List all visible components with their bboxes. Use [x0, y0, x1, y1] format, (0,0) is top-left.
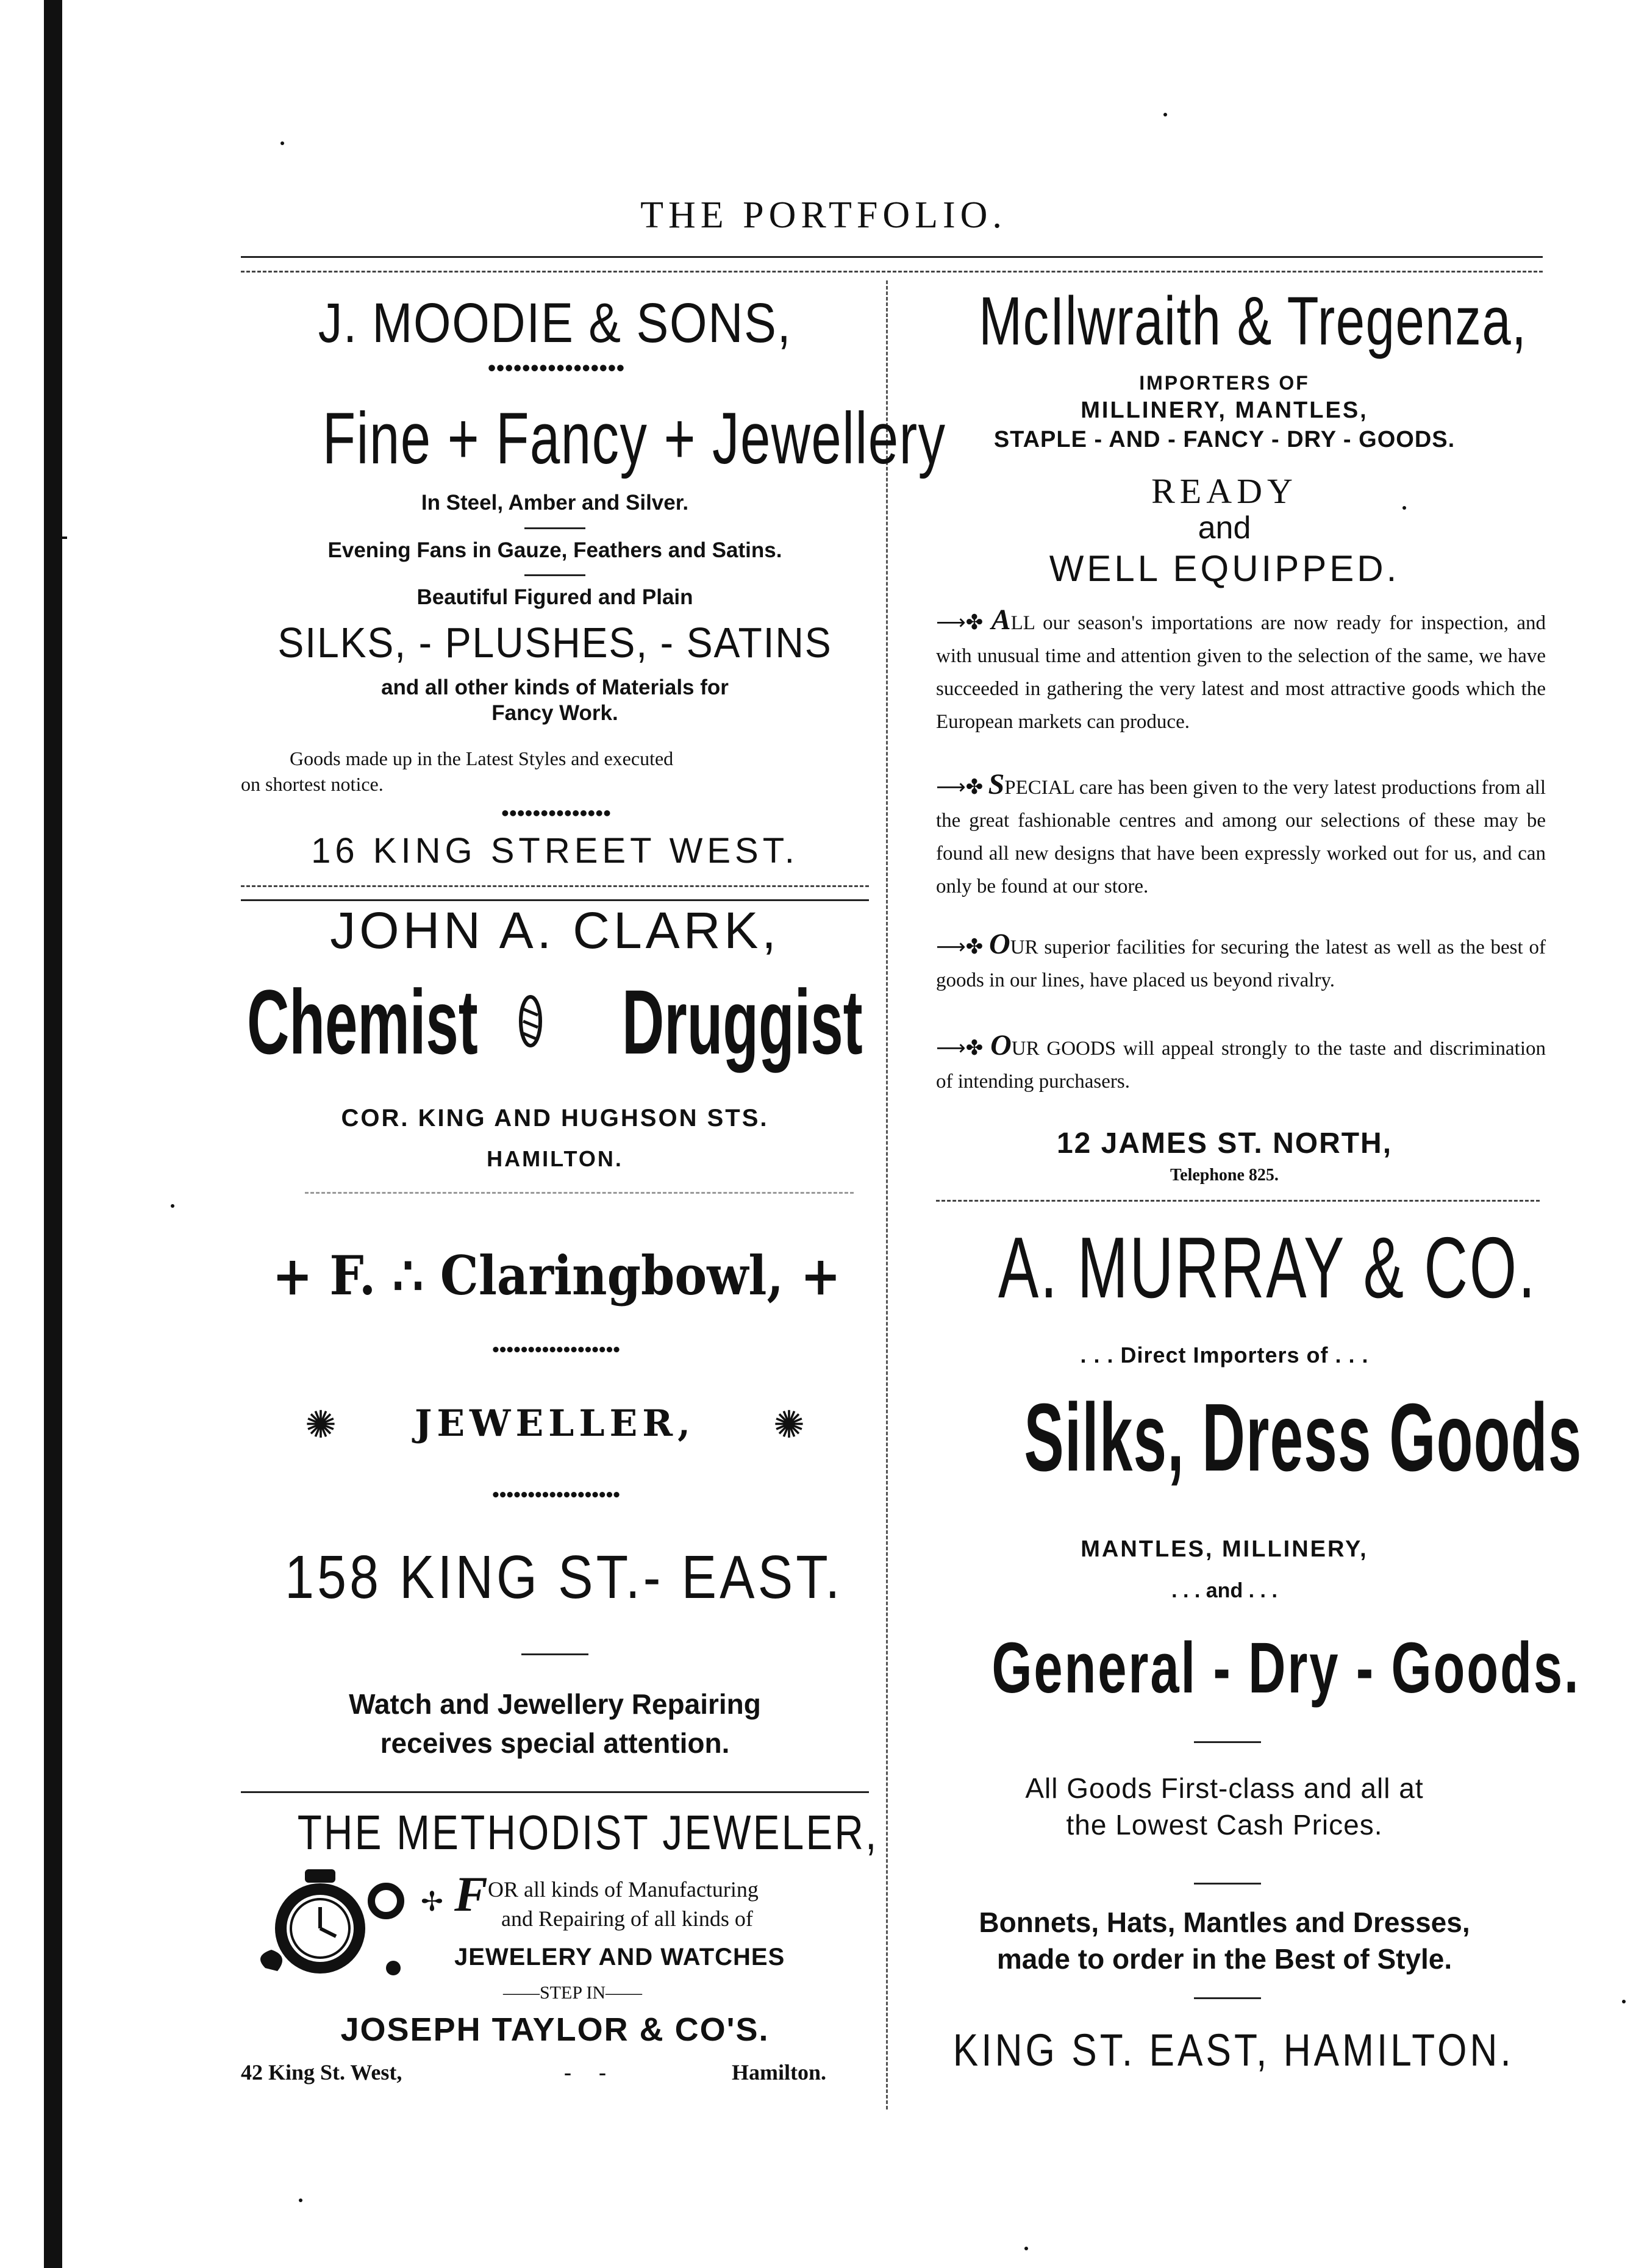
moodie-line5b: on shortest notice. — [241, 773, 384, 795]
claringbowl-dots: •••••••••••••••••• — [491, 1341, 619, 1360]
mcilwraith-imp1: IMPORTERS OF — [1139, 372, 1310, 394]
moodie-line5a: Goods made up in the Latest Styles and executed — [290, 747, 674, 769]
mcilwraith-imp3: STAPLE - AND - FANCY - DRY - GOODS. — [993, 427, 1456, 452]
right-divider-1 — [936, 1200, 1540, 1202]
print-speck — [1163, 113, 1167, 116]
column-divider — [886, 280, 888, 2109]
methodist-step: ——STEP IN—— — [503, 1983, 643, 2003]
methodist-title: THE METHODIST JEWELER, — [297, 1805, 879, 1860]
pointing-hand-icon-1: ⟶✤ — [936, 610, 984, 635]
binding-edge — [44, 0, 62, 2268]
murray-rule2 — [1194, 1883, 1261, 1885]
claringbowl-note2: receives special attention. — [380, 1727, 730, 1759]
claringbowl-address: 158 KING ST.- EAST. — [285, 1543, 843, 1611]
moodie-line4b: Fancy Work. — [491, 701, 618, 725]
moodie-line3: Beautiful Figured and Plain — [416, 585, 693, 609]
mcilwraith-paragraph-2 — [936, 768, 1546, 903]
mcilwraith-p1-lead: A — [991, 604, 1011, 636]
murray-bonnets2: made to order in the Best of Style. — [996, 1943, 1452, 1975]
left-divider-1 — [241, 885, 869, 887]
header-rule-bottom — [241, 271, 1543, 273]
mcilwraith-ready: READY — [1151, 471, 1298, 511]
pointing-hand-icon-2: ⟶✤ — [936, 775, 984, 799]
asterisk-ornament-icon-left: ✺ — [305, 1402, 337, 1447]
murray-address: KING ST. EAST, HAMILTON. — [952, 2025, 1514, 2075]
methodist-line2: and Repairing of all kinds of — [501, 1906, 753, 1931]
mcilwraith-name: McIlwraith & Tregenza, — [979, 283, 1527, 359]
print-speck — [299, 2198, 302, 2202]
mcilwraith-paragraph-4 — [936, 1029, 1546, 1098]
mcilwraith-equipped: WELL EQUIPPED. — [1049, 548, 1400, 589]
moodie-headline: Fine + Fancy + Jewellery — [322, 398, 946, 479]
moodie-dots: •••••••••••••••• — [486, 358, 624, 380]
mcilwraith-and: and — [1198, 510, 1251, 546]
mcilwraith-paragraph-1 — [936, 604, 1546, 738]
mcilwraith-address: 12 JAMES ST. NORTH, — [1056, 1127, 1393, 1160]
methodist-addr-left: 42 King St. West, — [241, 2060, 402, 2084]
murray-rule3 — [1194, 1997, 1261, 1999]
moodie-line1: In Steel, Amber and Silver. — [421, 491, 689, 515]
claringbowl-trade-row — [241, 1402, 869, 1451]
clark-headline-left: Chemist — [247, 971, 478, 1073]
claringbowl-dots2: •••••••••••••••••• — [491, 1486, 619, 1505]
mcilwraith-imp2: MILLINERY, MANTLES, — [1081, 398, 1368, 423]
murray-general: General - Dry - Goods. — [991, 1628, 1581, 1708]
print-speck — [280, 141, 284, 145]
claringbowl-note1: Watch and Jewellery Repairing — [349, 1688, 761, 1720]
methodist-hand-ornament-icon: ✢ — [421, 1886, 443, 1917]
methodist-line1-initial: F — [454, 1866, 488, 1922]
mcilwraith-p4-lead: O — [990, 1029, 1012, 1061]
header-rule-top — [241, 256, 1543, 258]
murray-bonnets1: Bonnets, Hats, Mantles and Dresses, — [979, 1906, 1470, 1938]
claringbowl-name: + F. ∴ Claringbowl, + — [272, 1244, 841, 1307]
left-divider-2 — [305, 1192, 854, 1194]
methodist-line3: JEWELERY AND WATCHES — [454, 1944, 785, 1970]
mortar-ornament-icon — [518, 994, 543, 1049]
clark-city: HAMILTON. — [487, 1146, 623, 1171]
methodist-firm: JOSEPH TAYLOR & CO'S. — [340, 2011, 770, 2048]
left-divider-3 — [241, 1791, 869, 1793]
claringbowl-trade: JEWELLER, — [414, 1402, 696, 1445]
moodie-name: J. MOODIE & SONS, — [318, 292, 792, 354]
clark-name: JOHN A. CLARK, — [330, 902, 780, 959]
print-speck — [1024, 2247, 1028, 2250]
murray-mantles: MANTLES, MILLINERY, — [1081, 1536, 1368, 1562]
pointing-hand-icon-3: ⟶✤ — [936, 935, 984, 959]
mcilwraith-paragraph-3 — [936, 928, 1546, 997]
clark-headline-right: Druggist — [622, 971, 863, 1073]
murray-headline: Silks, Dress Goods — [1024, 1384, 1582, 1491]
murray-name: A. MURRAY & CO. — [998, 1219, 1537, 1316]
claringbowl-rule — [521, 1653, 588, 1655]
mcilwraith-p3-text: UR superior facilities for securing the latest as well as the best of goods in our lines, have placed us beyond rivalry. — [936, 936, 1546, 991]
mcilwraith-p2-lead: S — [988, 768, 1005, 801]
mcilwraith-p3-lead: O — [989, 928, 1010, 960]
print-speck — [1402, 506, 1406, 510]
asterisk-ornament-icon-right: ✺ — [773, 1402, 805, 1447]
page-title: THE PORTFOLIO. — [640, 194, 1007, 236]
methodist-addr-mid: - - — [564, 2060, 606, 2084]
pointing-hand-icon-4: ⟶✤ — [936, 1036, 984, 1060]
murray-all2: the Lowest Cash Prices. — [1066, 1809, 1383, 1841]
methodist-addr-right: Hamilton. — [732, 2060, 827, 2084]
mcilwraith-p4-text: UR GOODS will appeal strongly to the taste and discrimination of intending purchasers. — [936, 1038, 1546, 1093]
moodie-line4a: and all other kinds of Materials for — [381, 676, 729, 699]
murray-direct: . . . Direct Importers of . . . — [1080, 1343, 1369, 1368]
clark-address: COR. KING AND HUGHSON STS. — [341, 1105, 769, 1132]
moodie-silks: SILKS, - PLUSHES, - SATINS — [277, 619, 832, 666]
methodist-line1: OR all kinds of Manufacturing — [488, 1877, 759, 1902]
pocket-watch-icon — [247, 1864, 412, 1977]
binding-edge-specks — [61, 537, 67, 539]
moodie-address: 16 KING STREET WEST. — [311, 831, 799, 871]
mcilwraith-p2-text: PECIAL care has been given to the very latest productions from all the great fashionable centres and among our selections of these may be found all new designs that have been expressly worked out for us, and can only be found at our store. — [936, 777, 1546, 897]
moodie-dots2: •••••••••••••• — [499, 804, 610, 824]
clark-headline — [241, 969, 869, 1073]
moodie-rule1 — [524, 527, 585, 529]
murray-all1: All Goods First-class and all at — [1025, 1772, 1424, 1804]
murray-rule1 — [1194, 1741, 1261, 1743]
murray-and: . . . and . . . — [1171, 1579, 1277, 1602]
mcilwraith-p1-text: LL our season's importations are now ready for inspection, and with unusual time and attention given to the selection of the same, we have succeeded in gathering the very latest and most attractive goods which the European markets can produce. — [936, 612, 1546, 733]
moodie-line2: Evening Fans in Gauze, Feathers and Satins. — [327, 538, 782, 562]
print-speck — [171, 1204, 174, 1208]
moodie-rule2 — [524, 574, 585, 576]
mcilwraith-telephone: Telephone 825. — [1170, 1166, 1279, 1185]
print-speck — [1622, 2000, 1626, 2003]
